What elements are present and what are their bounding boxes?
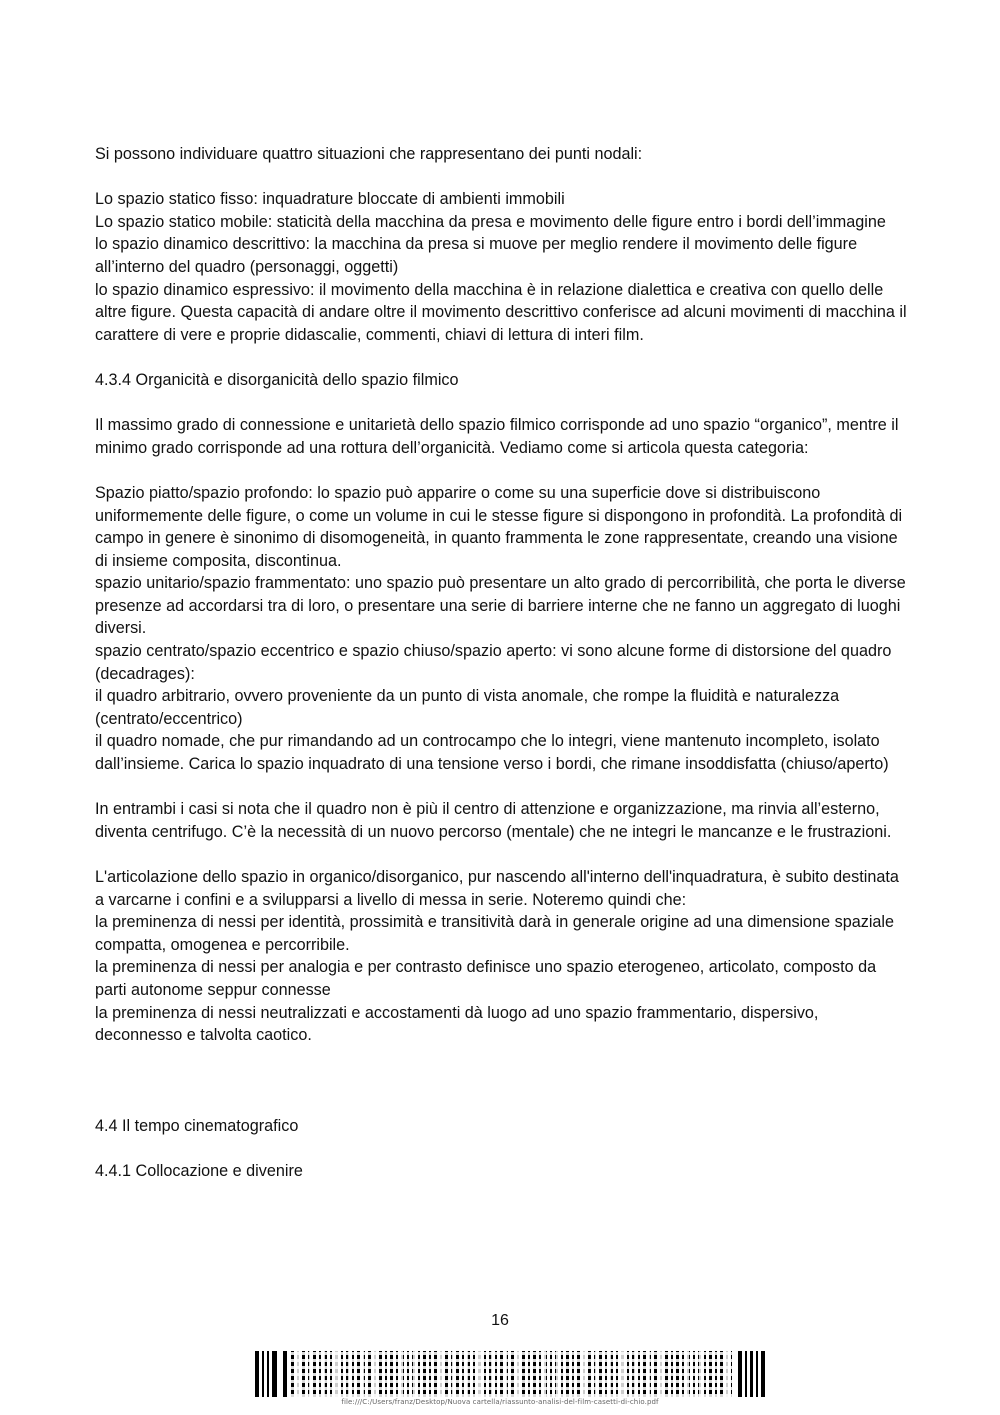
paragraph-intro: Si possono individuare quattro situazioni che rappresentano dei punti nodali: <box>95 145 643 163</box>
paragraph-static-fixed: Lo spazio statico fisso: inquadrature bloccate di ambienti immobili <box>95 190 565 209</box>
paragraph-unitary-fragmented: spazio unitario/spazio frammentato: uno spazio può presentare un alto grado di percorribilità, che porta le diverse presenze ad accordarsi tra di loro, o presentare una serie di barriere interne che ne fanno un aggregato di luoghi diversi. <box>95 574 906 638</box>
spacer <box>95 776 910 799</box>
paragraph-nomad-frame: il quadro nomade, che pur rimandando ad un controcampo che lo integri, viene mantenuto incompleto, isolato dall’insieme. Carica lo spazio inquadrato di una tensione verso i bordi, che rimane insoddisfatta (chiuso/aperto) <box>95 732 889 774</box>
spacer <box>95 346 910 369</box>
paragraph-dynamic-descriptive: lo spazio dinamico descrittivo: la macchina da presa si muove per meglio rendere il movimento delle figure all’interno del quadro (personaggi, oggetti) <box>95 235 858 276</box>
file-path-footer: file:///C:/Users/franz/Desktop/Nuova cartella/riassunto-analisi-del-film-casetti-di-chio.pdf <box>341 1398 659 1406</box>
paragraph-arbitrary-frame: il quadro arbitrario, ovvero proveniente da un punto di vista anomale, che rompe la fluidità e naturalezza (centrato/eccentrico) <box>95 687 840 728</box>
page-number: 16 <box>491 1312 509 1329</box>
section-heading-4-4-1: 4.4.1 Collocazione e divenire <box>95 1161 303 1180</box>
paragraph-analogy-links: la preminenza di nessi per analogia e per contrasto definisce uno spazio eterogeneo, articolato, composto da parti autonome seppur connesse <box>95 958 877 999</box>
paragraph-flat-deep: Spazio piatto/spazio profondo: lo spazio può apparire o come su una superficie dove si distribuiscono uniformemente delle figure, o come un volume in cui le stesse figure si dispongono in profondità. La profondità di campo in genere è sinonimo di disomogeneità, in quanto frammenta le zone rappresentate, creando una visione di insieme composita, discontinua. <box>95 483 903 570</box>
paragraph-identity-links: la preminenza di nessi per identità, prossimità e transitività darà in generale origine ad una dimensione spaziale compatta, omogenea e percorribile. <box>95 913 895 954</box>
paragraph-centered-eccentric: spazio centrato/spazio eccentrico e spazio chiuso/spazio aperto: vi sono alcune forme di distorsione del quadro (decadrages): <box>95 642 892 683</box>
spacer <box>95 392 910 415</box>
barcode-image <box>255 1351 765 1397</box>
paragraph-static-mobile: Lo spazio statico mobile: staticità della macchina da presa e movimento delle figure entro i bordi dell’immagine <box>95 212 886 231</box>
spacer <box>95 843 910 866</box>
spacer <box>95 459 910 482</box>
section-heading-4-4: 4.4 Il tempo cinematografico <box>95 1116 299 1135</box>
paragraph-articulation: L'articolazione dello spazio in organico/disorganico, pur nascendo all'interno dell'inquadratura, è subito destinata a varcarne i confini e a svilupparsi a livello di messa in serie. Noteremo quindi che: <box>95 868 899 909</box>
barcode-matrix <box>291 1351 732 1397</box>
barcode-bar <box>761 1351 765 1397</box>
page-body <box>95 143 910 1182</box>
paragraph-both-cases: In entrambi i casi si nota che il quadro non è più il centro di attenzione e organizzazione, ma rinvia all’esterno, diventa centrifugo. C’è la necessità di un nuovo percorso (mentale) che ne integri le mancanze e le frustrazioni. <box>95 800 892 841</box>
paragraph-neutralized-links: la preminenza di nessi neutralizzati e accostamenti dà luogo ad uno spazio frammentario, dispersivo, deconnesso e talvolta caotico. <box>95 1003 819 1045</box>
spacer <box>95 166 910 189</box>
paragraph-dynamic-expressive: lo spazio dinamico espressivo: il movimento della macchina è in relazione dialettica e creativa con quello delle altre figure. Questa capacità di andare oltre il movimento descrittivo conferisce ad alcuni movimenti di macchina il carattere di vere e proprie didascalie, commenti, chiavi di lettura di interi film. <box>95 280 907 344</box>
spacer <box>95 1047 910 1115</box>
spacer <box>95 1137 910 1160</box>
section-heading-4-3-4: 4.3.4 Organicità e disorganicità dello spazio filmico <box>95 370 459 389</box>
paragraph-organic-space: Il massimo grado di connessione e unitarietà dello spazio filmico corrisponde ad uno spazio “organico”, mentre il minimo grado corrisponde ad una rottura dell’organicità. Vediamo come si articola questa categoria: <box>95 416 899 457</box>
